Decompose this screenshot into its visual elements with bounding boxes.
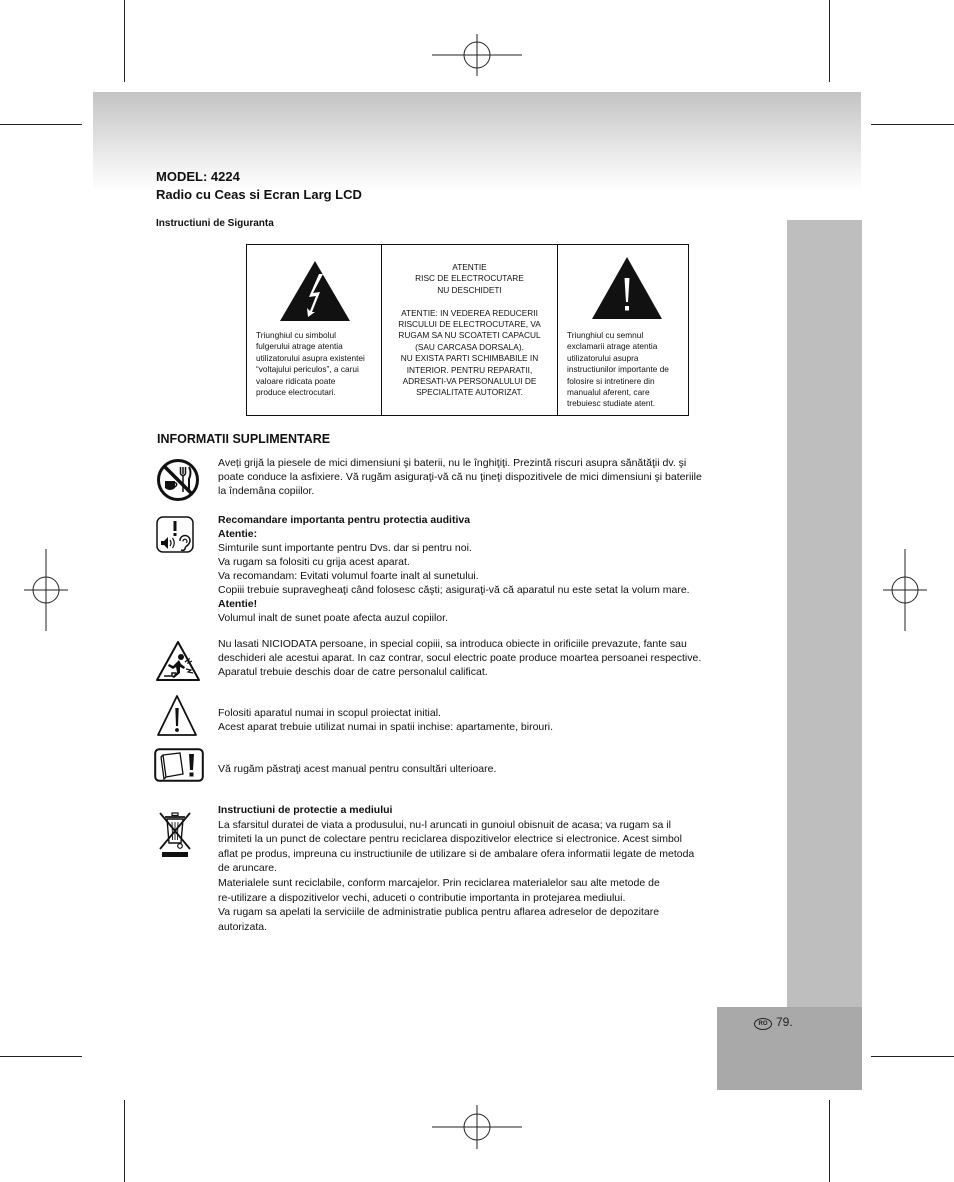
cell-line: produce electrocutari.: [256, 387, 336, 398]
hearing-protection-text: [218, 513, 690, 625]
cell-line: ADRESATI-VA PERSONALULUI DE: [402, 376, 537, 387]
text-line: Simturile sunt importante pentru Dvs. dar si pentru noi.: [218, 542, 472, 554]
cell-line: “voltajului periculos”, a carui: [256, 364, 359, 375]
cell-line: manualul aferent, care: [567, 387, 650, 398]
cell-line: NU EXISTA PARTI SCHIMBABILE IN: [400, 353, 539, 364]
registration-mark-bottom-icon: [432, 1100, 522, 1154]
cell-line: valoare ridicata poate: [256, 375, 336, 386]
recycling-bin-icon: [156, 807, 194, 859]
text-line: Copiii trebuie supravegheaţi când folosesc căşti; asiguraţi-vă că aparatul nu este setat la volum mare.: [218, 584, 690, 596]
text-line: trimiteti la un punct de colectare pentru reciclarea dispozitivelor electrice si electronice. Acest simbol: [218, 833, 682, 846]
right-sidebar-band: [787, 220, 862, 1007]
product-title: Radio cu Ceas si Ecran Larg LCD: [156, 187, 362, 202]
additional-info-heading: INFORMATII SUPLIMENTARE: [157, 432, 331, 446]
crop-mark-bottom-left-horizontal: [0, 1056, 82, 1057]
keep-manual-icon: [154, 748, 204, 782]
lightning-symbol-description: [256, 330, 365, 398]
text-line: re-utilizare a dispozitivelor vechi, aduceti o contributie importanta in protejarea mediului.: [218, 891, 626, 904]
text-line: La sfarsitul duratei de viata a produsului, nu-l aruncati in gunoiul obisnuit de acasa; va rugam sa il: [218, 818, 671, 831]
cell-line: Triunghiul cu simbolul: [256, 330, 336, 340]
crop-mark-bottom-right-horizontal: [871, 1056, 954, 1057]
text-line: autorizata.: [218, 920, 268, 933]
cell-line: INTERIOR. PENTRU REPARATII,: [406, 364, 533, 375]
text-line-attention: Atentie!: [218, 598, 258, 610]
cell-line: ATENTIE: [452, 262, 487, 272]
text-line: Aveți grijă la piesele de mici dimensiuni şi baterii, nu le înghiţiţi. Prezintă riscuri asupra sănătăţii dv. şi: [218, 457, 687, 469]
hearing-protection-icon: [156, 516, 194, 553]
environment-protection-text: [218, 803, 694, 934]
cell-spacer: [382, 296, 557, 307]
cell-line: NU DESCHIDETI: [437, 284, 502, 295]
electric-shock-caution-text: [382, 262, 557, 399]
cell-line: SPECIALITATE AUTORIZAT.: [416, 387, 523, 398]
registration-mark-left-icon: [0, 545, 92, 635]
page-number: 79.: [776, 1015, 793, 1029]
table-column-divider: [557, 244, 558, 416]
cell-line: utilizatorului asupra: [567, 352, 639, 363]
electric-shock-warning-text: [218, 637, 701, 679]
electric-shock-warning-icon: [155, 640, 201, 682]
cell-line: RUGAM SA NU SCOATETI CAPACUL: [398, 330, 541, 341]
cell-line: Triunghiul cu semnul: [567, 330, 644, 340]
cell-line: instructiunilor importante de: [567, 364, 669, 375]
crop-mark-top-left-vertical: [124, 0, 125, 82]
exclamation-symbol-description: [567, 330, 669, 410]
cell-line: trebuiesc studiate atent.: [567, 398, 656, 409]
text-line: poate conduce la asfixiere. Vă rugăm asiguraţi-vă că nu ţineţi dispozitivele de mici dimensiuni şi bateriile: [218, 471, 702, 483]
caution-triangle-icon: [156, 694, 198, 738]
text-line: Nu lasati NICIODATA persoane, in special copiii, sa introduca obiecte in orificiile prevazute, fante sau: [218, 638, 687, 650]
keep-manual-text: [218, 762, 496, 776]
cell-line: utilizatorului asupra existentei: [256, 352, 365, 363]
cell-line: RISCULUI DE ELECTROCUTARE, VA: [398, 319, 541, 330]
text-line: Materialele sunt reciclabile, conform marcajelor. Prin reciclarea materialelor sau alte metode de: [218, 876, 660, 889]
text-line: Vă rugăm păstraţi acest manual pentru consultări ulterioare.: [218, 763, 497, 775]
safety-section-title: Instructiuni de Siguranta: [156, 218, 274, 229]
small-parts-warning-text: [218, 456, 702, 498]
text-line: Folositi aparatul numai in scopul proiectat initial.: [218, 707, 441, 719]
lightning-triangle-icon: [279, 260, 351, 322]
text-line: Va rugam sa folositi cu grija acest aparat.: [218, 556, 410, 568]
text-line: Volumul inalt de sunet poate afecta auzul copiilor.: [218, 612, 448, 624]
crop-mark-bottom-left-vertical: [124, 1100, 125, 1182]
cell-line: folosire si intretinere din: [567, 375, 655, 386]
cell-line: exclamarii atrage atentia: [567, 341, 658, 352]
text-line-title: Instructiuni de protectie a mediului: [218, 804, 393, 816]
no-small-parts-icon: [156, 458, 200, 502]
text-line: Va rugam sa apelati la serviciile de administratie publica pentru aflarea adreselor de depozitare: [218, 906, 660, 919]
text-line-title: Recomandare importanta pentru protectia auditiva: [218, 514, 471, 526]
text-line: Acest aparat trebuie utilizat numai in spatii inchise: apartamente, birouri.: [218, 721, 554, 733]
registration-mark-right-icon: [860, 545, 954, 635]
crop-mark-top-left-horizontal: [0, 124, 82, 125]
intended-use-text: [218, 706, 553, 734]
cell-line: ATENTIE: IN VEDEREA REDUCERII: [401, 307, 538, 318]
exclamation-triangle-icon: [591, 256, 663, 320]
cell-line: fulgerului atrage atentia: [256, 341, 343, 352]
text-line: Va recomandam: Evitati volumul foarte inalt al sunetului.: [218, 570, 479, 582]
crop-mark-top-right-horizontal: [871, 124, 954, 125]
crop-mark-bottom-right-vertical: [829, 1100, 830, 1182]
cell-line: (SAU CARCASA DORSALA).: [415, 341, 524, 352]
registration-mark-top-icon: [432, 14, 522, 80]
text-line: deschideri ale acestui aparat. In caz contrar, socul electric poate produce moartea persoanei respective.: [218, 652, 702, 664]
text-line: de aruncare.: [218, 862, 277, 875]
text-line: la îndemâna copiilor.: [218, 485, 315, 497]
cell-line: RISC DE ELECTROCUTARE: [415, 273, 524, 284]
text-line: aflat pe produs, impreuna cu instructiunile de utilizare si de ambalare ofera informatii legate de metoda: [218, 847, 695, 860]
text-line: Aparatul trebuie deschis doar de catre personalul calificat.: [218, 666, 488, 678]
language-badge: RO: [754, 1018, 772, 1030]
model-title: MODEL: 4224: [156, 169, 240, 184]
text-line-attention: Atentie:: [218, 528, 258, 540]
crop-mark-top-right-vertical: [829, 0, 830, 82]
